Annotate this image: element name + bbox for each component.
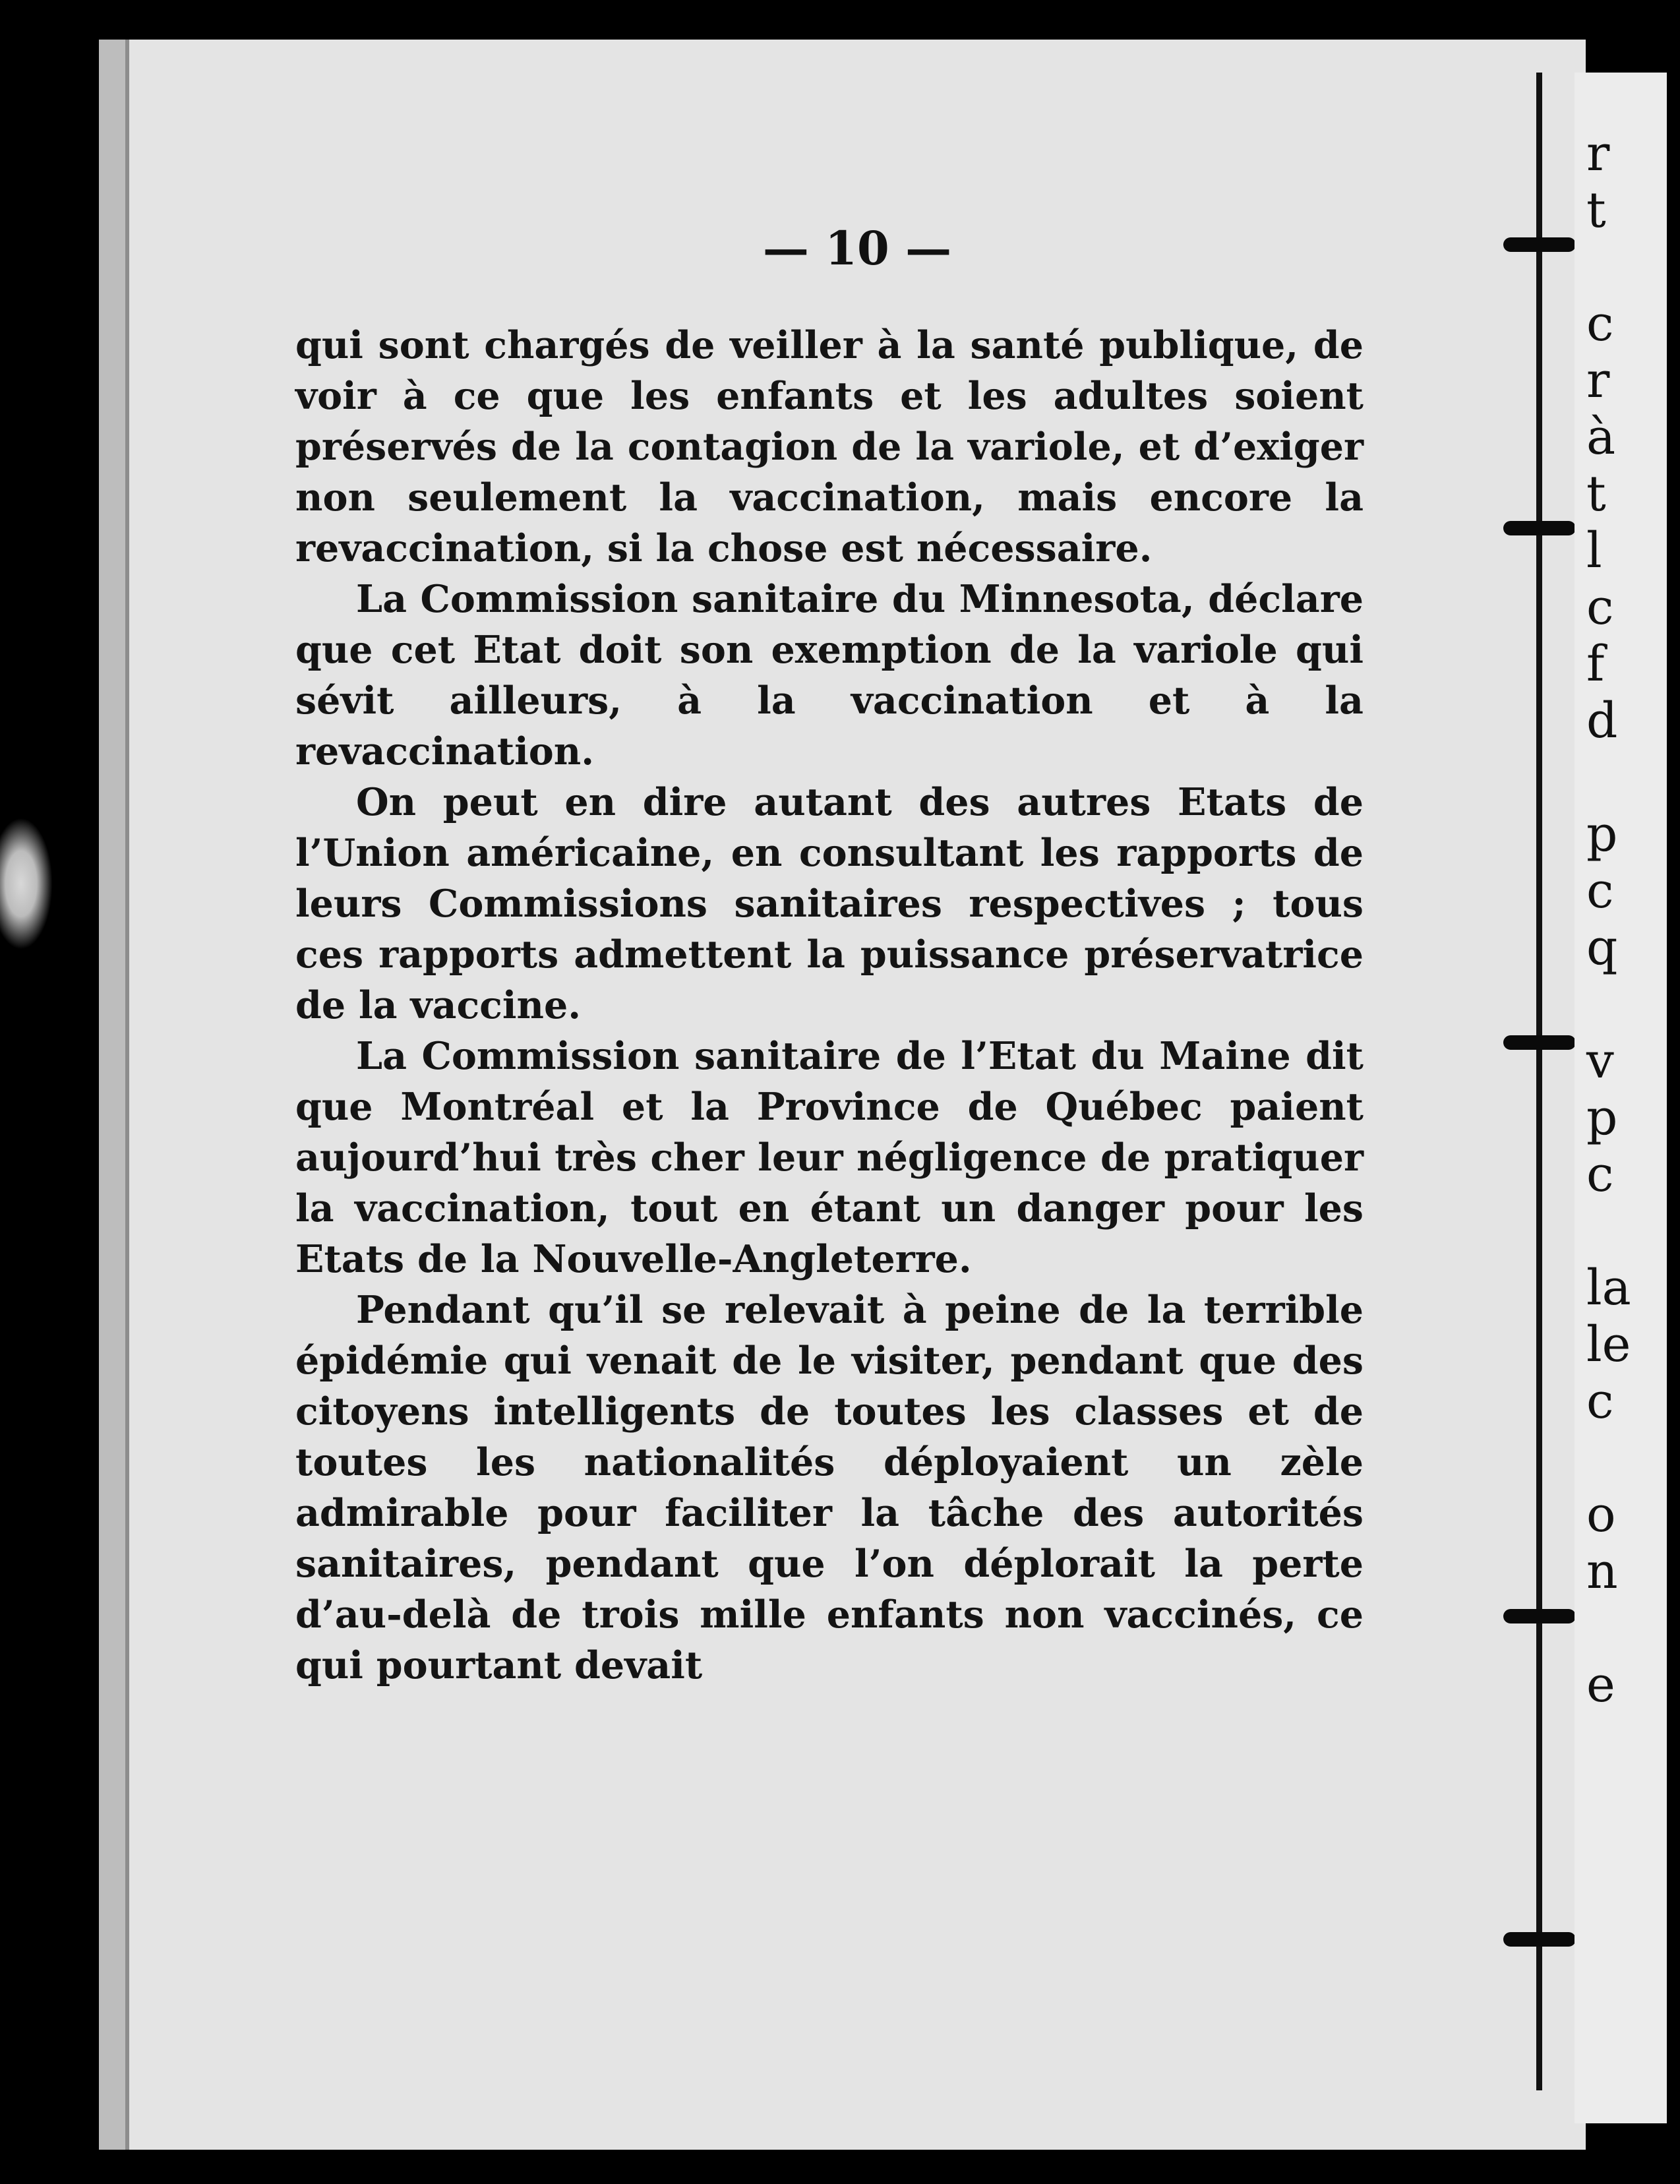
next-page-letter [1575,1207,1667,1263]
next-page-letter [1575,980,1667,1037]
binding-spine [1536,73,1542,2090]
page-body [295,320,1364,1691]
binding-stitch [1503,521,1576,535]
next-page-letter: d [1586,692,1618,749]
next-page-letter: à [1586,409,1616,466]
page-number: — 10 — [762,221,952,276]
next-page-letter [1575,753,1667,810]
next-page-letter: r [1586,352,1610,409]
binding-stitch [1503,1035,1576,1050]
next-page-letter: c [1586,295,1614,352]
next-page-letter: t [1586,182,1606,239]
next-page-letter: p [1586,1089,1618,1146]
next-page-letter: c [1586,579,1614,636]
binding-stitch [1503,1609,1576,1623]
next-page-letter: n [1586,1543,1618,1600]
next-page-letter [1575,1434,1667,1490]
paragraph-5: Pendant qu’il se relevait à peine de la terrible épidémie qui venait de le visiter, pendant que des citoyens intelligents de toutes les classes et de toutes les nationalités déployaient un zèle admirable pour faciliter la tâche des autorités sanitaires, pendant que l’on déplorait la perte d’au-delà de trois mille enfants non vaccinés, ce qui pourtant devait [295,1288,1364,1687]
next-page-letter: c [1586,1146,1614,1203]
next-page-edge [1575,73,1667,2123]
next-page-letter: t [1586,466,1606,522]
left-margin-blot [0,818,53,950]
next-page-letter [1575,73,1667,129]
next-page-letter: l [1586,522,1602,579]
paragraph-2: La Commission sanitaire du Minnesota, déclare que cet Etat doit son exemption de la variole qui sévit ailleurs, à la vaccination et à la revaccination. [295,577,1364,774]
next-page-letter: c [1586,1373,1614,1430]
next-page-letter: la [1586,1259,1631,1316]
next-page-letter [1575,1604,1667,1660]
next-page-letter: f [1586,636,1605,692]
next-page-letter: q [1586,919,1618,976]
paragraph-3: On peut en dire autant des autres Etats de l’Union américaine, en consultant les rapports de leurs Commissions sanitaires respectives ; tous ces rapports admettent la puissance préservatrice de la vaccine. [295,780,1364,1027]
next-page-letter: o [1586,1486,1616,1543]
next-page-letter: v [1586,1033,1614,1089]
next-page-letter: e [1586,1656,1615,1713]
next-page-letter [1575,243,1667,299]
next-page-letter: c [1586,863,1614,919]
next-page-letter: p [1586,806,1618,863]
binding-stitch [1503,1932,1576,1947]
paragraph-1: qui sont chargés de veiller à la santé publique, de voir à ce que les enfants et les adultes soient préservés de la contagion de la variole, et d’exiger non seulement la vaccination, mais encore la revaccination, si la chose est nécessaire. [295,323,1364,570]
next-page-letter: le [1586,1316,1631,1373]
next-page-letter: r [1586,125,1610,182]
binding-stitch [1503,237,1576,252]
paragraph-4: La Commission sanitaire de l’Etat du Maine dit que Montréal et la Province de Québec paient aujourd’hui très cher leur négligence de pratiquer la vaccination, tout en étant un danger pour les Etats de la Nouvelle-Angleterre. [295,1034,1364,1281]
